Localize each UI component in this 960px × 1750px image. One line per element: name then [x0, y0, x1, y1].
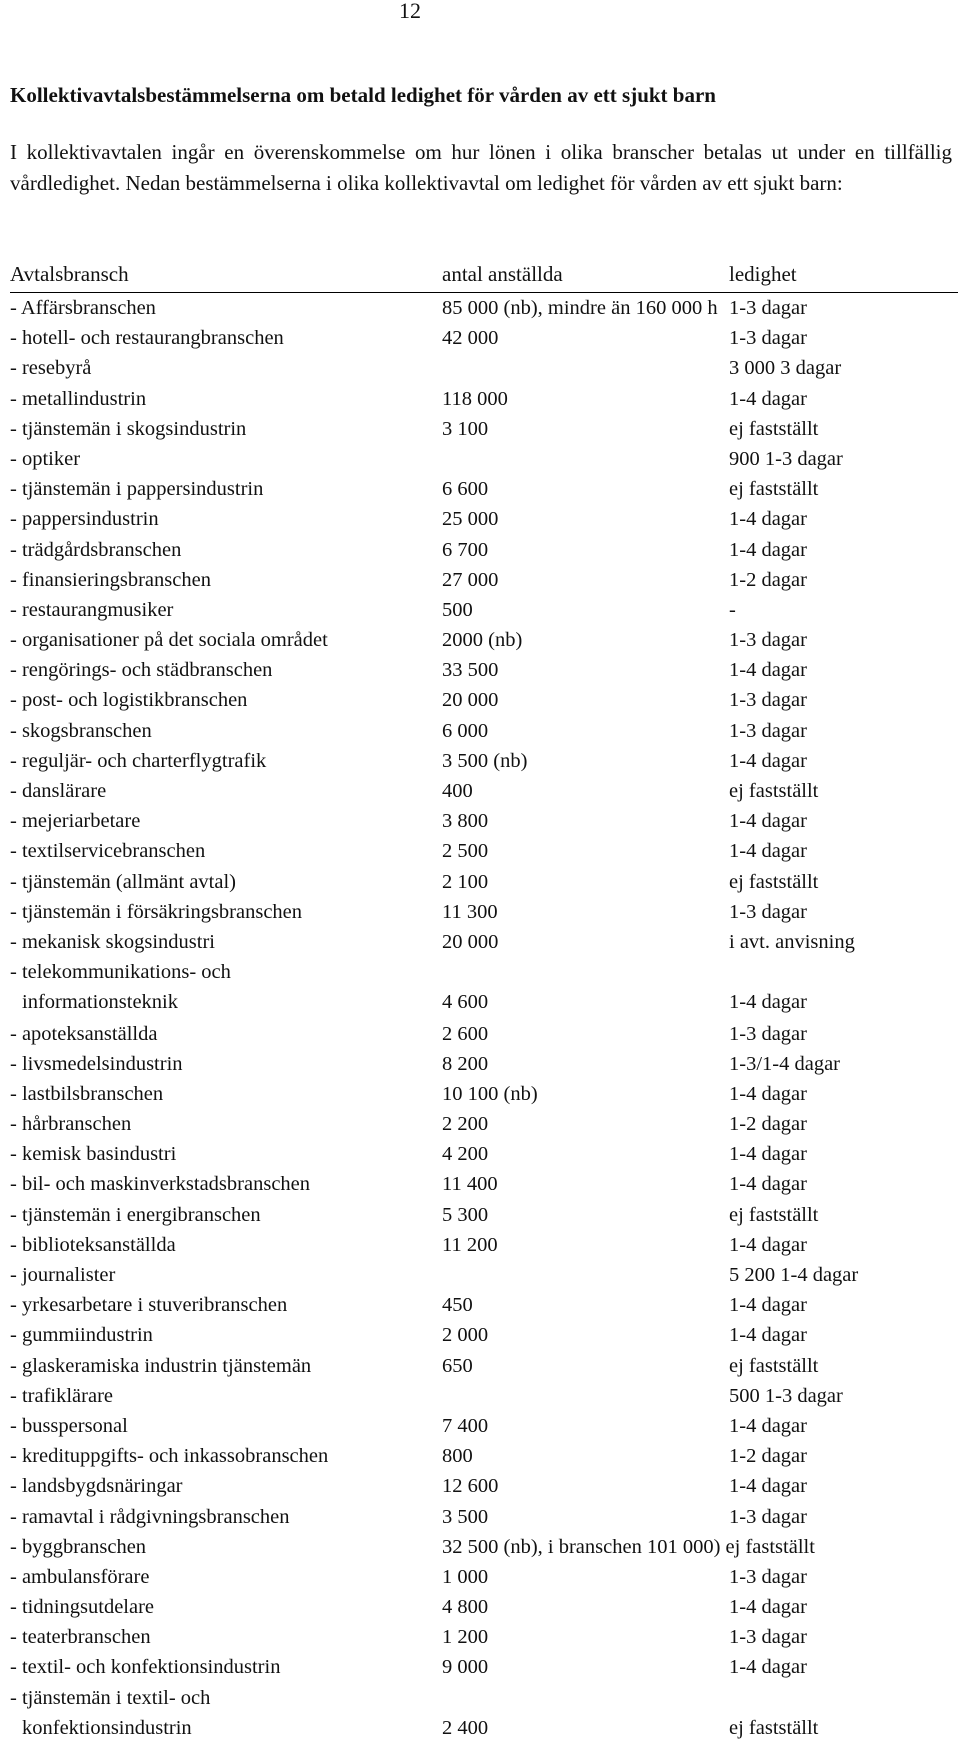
- leave-days: 1-3 dagar: [729, 719, 807, 742]
- leave-days: 1-4 dagar: [729, 840, 807, 863]
- sector-name: - Affärsbranschen: [10, 297, 156, 319]
- sector-name: - gummiindustrin: [10, 1324, 153, 1347]
- leave-days: 5 200 1-4 dagar: [729, 1264, 859, 1287]
- employee-count: 800: [442, 1445, 473, 1468]
- sector-name-line2: informationsteknik: [22, 991, 179, 1014]
- sector-name: - metallindustrin: [10, 387, 147, 410]
- table-row: [10, 293, 958, 323]
- sector-name: - skogsbranschen: [10, 719, 152, 742]
- sector-name: - byggbranschen: [10, 1535, 147, 1558]
- document-title: Kollektivavtalsbestämmelserna om betald ledighet för vården av ett sjukt barn: [10, 83, 716, 107]
- employee-count: 1 200: [442, 1626, 489, 1649]
- table-row: [10, 927, 958, 957]
- leave-days: 900 1-3 dagar: [729, 447, 843, 470]
- employee-count: 2 000: [442, 1324, 489, 1347]
- sector-name: - restaurangmusiker: [10, 598, 174, 621]
- leave-days: 1-2 dagar: [729, 1445, 807, 1468]
- table-row: [10, 836, 958, 866]
- employee-count: 3 500: [442, 1505, 489, 1528]
- table-row: [10, 353, 958, 383]
- employee-count: 3 500 (nb): [442, 749, 528, 772]
- table-row: [10, 444, 958, 474]
- sector-name-line1: - tjänstemän i textil- och: [10, 1686, 211, 1709]
- leave-days: 1-3 dagar: [729, 297, 807, 319]
- sector-name: - tjänstemän i energibranschen: [10, 1203, 261, 1226]
- employee-count: 2 200: [442, 1113, 489, 1136]
- leave-days: ej fastställt: [729, 417, 819, 440]
- intro-paragraph: I kollektivavtalen ingår en överenskommelse om hur lönen i olika branscher betalas ut under en tillfällig vårdledighet. Nedan bestämmelserna i olika kollektivavtal om ledighet för vården av ett sjukt barn:: [10, 140, 952, 195]
- leave-days: 1-3 dagar: [729, 629, 807, 652]
- header-employees: antal anställda: [442, 262, 563, 286]
- table-row: [10, 1441, 958, 1471]
- table-row: [10, 806, 958, 836]
- sector-name: - mejeriarbetare: [10, 810, 141, 833]
- leave-days: 1-3 dagar: [729, 1626, 807, 1649]
- employee-count: 2000 (nb): [442, 629, 523, 652]
- employee-count: 3 800: [442, 810, 489, 833]
- table-row: [10, 1019, 958, 1049]
- leave-days: 1-4 dagar: [729, 1656, 807, 1679]
- table-row: [10, 1230, 958, 1260]
- sector-name: - resebyrå: [10, 357, 92, 380]
- employee-count: 5 300: [442, 1203, 489, 1226]
- leave-days: 1-4 dagar: [729, 749, 807, 772]
- leave-days: ej fastställt: [729, 780, 819, 802]
- leave-days: i avt. anvisning: [729, 930, 855, 953]
- table-row: [10, 384, 958, 414]
- table-row: [10, 625, 958, 655]
- leave-days: 1-4 dagar: [729, 1143, 807, 1166]
- sector-name: [10, 1683, 440, 1743]
- employee-count: 2 400: [442, 1716, 489, 1739]
- employee-count: 11 400: [442, 1173, 498, 1196]
- sector-name: - ambulansförare: [10, 1565, 150, 1588]
- table-row: [10, 595, 958, 625]
- page-number: 12: [399, 0, 421, 23]
- employee-count: 4 800: [442, 1596, 489, 1619]
- employee-count: 8 200: [442, 1052, 489, 1075]
- leave-days: 1-4 dagar: [729, 508, 807, 531]
- table-row: [10, 1471, 958, 1501]
- leave-days: 1-4 dagar: [729, 538, 807, 561]
- leave-days: 1-3 dagar: [729, 1022, 807, 1045]
- sector-name: - bil- och maskinverkstadsbranschen: [10, 1173, 311, 1196]
- table-row: [10, 776, 958, 806]
- table-row: [10, 746, 958, 776]
- table-row: [10, 685, 958, 715]
- sector-name: - trafiklärare: [10, 1384, 113, 1407]
- header-leave: ledighet: [729, 262, 797, 286]
- table-row: [10, 565, 958, 595]
- table-row: [10, 1411, 958, 1441]
- leave-days: 1-4 dagar: [729, 1324, 807, 1347]
- table-row: [10, 1683, 958, 1744]
- sector-name: - landsbygdsnäringar: [10, 1475, 183, 1498]
- sector-name: - kredituppgifts- och inkassobranschen: [10, 1445, 329, 1468]
- leave-days: 1-2 dagar: [729, 1113, 807, 1136]
- table-row: [10, 1260, 958, 1290]
- leave-days: ej fastställt: [729, 870, 819, 893]
- leave-days: 1-4 dagar: [729, 1475, 807, 1498]
- table-row: [10, 1562, 958, 1592]
- table-row: [10, 897, 958, 927]
- table-header: [10, 260, 958, 293]
- employee-count: 42 000: [442, 327, 499, 350]
- sector-name: - tjänstemän i pappersindustrin: [10, 478, 264, 501]
- leave-days: 1-4 dagar: [729, 1082, 807, 1105]
- leave-days: -: [729, 598, 736, 621]
- leave-days: 1-4 dagar: [729, 659, 807, 682]
- table-row: [10, 323, 958, 353]
- employee-count: 118 000: [442, 387, 508, 410]
- sector-name: - busspersonal: [10, 1414, 128, 1437]
- employee-count: 400: [442, 780, 473, 802]
- table-row: [10, 716, 958, 746]
- sector-name-line1: - telekommunikations- och: [10, 961, 231, 984]
- table-row: [10, 414, 958, 444]
- employee-count: 7 400: [442, 1414, 489, 1437]
- sector-name: - apoteksanställda: [10, 1022, 158, 1045]
- sector-name: - livsmedelsindustrin: [10, 1052, 183, 1075]
- sector-name: - organisationer på det sociala området: [10, 629, 328, 652]
- employee-count: 20 000: [442, 689, 499, 712]
- sector-name: - trädgårdsbranschen: [10, 538, 182, 561]
- sector-name: - tidningsutdelare: [10, 1596, 155, 1619]
- table-row: [10, 957, 958, 1018]
- sector-name: - teaterbranschen: [10, 1626, 151, 1649]
- table-row: [10, 1200, 958, 1230]
- employee-count: 11 300: [442, 900, 498, 923]
- sector-name: - finansieringsbranschen: [10, 568, 211, 591]
- table-row: [10, 655, 958, 685]
- employee-count: 1 000: [442, 1565, 489, 1588]
- table-row: [10, 1109, 958, 1139]
- sector-name: - tjänstemän i skogsindustrin: [10, 417, 247, 440]
- sector-name-line2: konfektionsindustrin: [22, 1716, 192, 1739]
- leave-days: 1-4 dagar: [729, 810, 807, 833]
- employee-count: 20 000: [442, 930, 499, 953]
- sector-name: - danslärare: [10, 780, 107, 802]
- employee-count: 4 200: [442, 1143, 489, 1166]
- sector-name: - hotell- och restaurangbranschen: [10, 327, 284, 350]
- leave-days: 1-4 dagar: [729, 1294, 807, 1317]
- employee-count: 85 000 (nb), mindre än 160 000 h: [442, 297, 718, 319]
- sector-name: - ramavtal i rådgivningsbranschen: [10, 1505, 290, 1528]
- sector-name: - optiker: [10, 447, 81, 470]
- leave-days: 1-2 dagar: [729, 568, 807, 591]
- sector-name: - pappersindustrin: [10, 508, 159, 531]
- table-row: [10, 1652, 958, 1682]
- leave-days: 1-4 dagar: [729, 1596, 807, 1619]
- sector-name: - post- och logistikbranschen: [10, 689, 248, 712]
- leave-days: 3 000 3 dagar: [729, 357, 842, 380]
- table-row: [10, 504, 958, 534]
- leave-days: 500 1-3 dagar: [729, 1384, 843, 1407]
- sector-name: - biblioteksanställda: [10, 1233, 176, 1256]
- leave-days: 1-4 dagar: [729, 1173, 807, 1196]
- employee-count: 33 500: [442, 659, 499, 682]
- leave-days: ej fastställt: [729, 478, 819, 501]
- sector-name: [10, 957, 440, 1017]
- sector-name: - journalister: [10, 1264, 116, 1287]
- sector-name: - kemisk basindustri: [10, 1143, 177, 1166]
- sector-name: - textil- och konfektionsindustrin: [10, 1656, 281, 1679]
- sector-table: [10, 293, 958, 1744]
- employee-count: 500: [442, 598, 473, 621]
- employee-count: 450: [442, 1294, 473, 1317]
- leave-days: 1-4 dagar: [729, 991, 807, 1014]
- table-row: [10, 1290, 958, 1320]
- sector-name: - mekanisk skogsindustri: [10, 930, 215, 953]
- employee-count: 9 000: [442, 1656, 489, 1679]
- employee-count: 27 000: [442, 568, 499, 591]
- employee-count: 4 600: [442, 991, 489, 1014]
- sector-name: - glaskeramiska industrin tjänstemän: [10, 1354, 312, 1377]
- employee-count: 25 000: [442, 508, 499, 531]
- sector-name: - rengörings- och städbranschen: [10, 659, 273, 682]
- employee-count: 32 500 (nb), i branschen 101 000) ej fastställt: [442, 1535, 815, 1558]
- employee-count: 3 100: [442, 417, 489, 440]
- leave-days: 1-4 dagar: [729, 1233, 807, 1256]
- sector-name: - lastbilsbranschen: [10, 1082, 164, 1105]
- table-row: [10, 867, 958, 897]
- sector-name: - tjänstemän i försäkringsbranschen: [10, 900, 303, 923]
- table-row: [10, 1169, 958, 1199]
- employee-count: 2 100: [442, 870, 489, 893]
- leave-days: ej fastställt: [729, 1354, 819, 1377]
- leave-days: 1-4 dagar: [729, 1414, 807, 1437]
- leave-days: 1-3 dagar: [729, 900, 807, 923]
- employee-count: 11 200: [442, 1233, 498, 1256]
- employee-count: 10 100 (nb): [442, 1082, 538, 1105]
- table-row: [10, 1592, 958, 1622]
- employee-count: 2 600: [442, 1022, 489, 1045]
- employee-count: 6 000: [442, 719, 489, 742]
- leave-days: 1-3/1-4 dagar: [729, 1052, 840, 1075]
- table-row: [10, 1622, 958, 1652]
- table-row: [10, 1381, 958, 1411]
- leave-days: 1-3 dagar: [729, 1505, 807, 1528]
- sector-name: - hårbranschen: [10, 1113, 132, 1136]
- table-row: [10, 535, 958, 565]
- table-row: [10, 474, 958, 504]
- employee-count: 12 600: [442, 1475, 499, 1498]
- table-row: [10, 1139, 958, 1169]
- table-row: [10, 1079, 958, 1109]
- employee-count: 6 600: [442, 478, 489, 501]
- table-row: [10, 1532, 958, 1562]
- leave-days: 1-4 dagar: [729, 387, 807, 410]
- sector-name: - reguljär- och charterflygtrafik: [10, 749, 267, 772]
- table-row: [10, 1351, 958, 1381]
- header-agreement-sector: Avtalsbransch: [10, 262, 129, 286]
- sector-name: - textilservicebranschen: [10, 840, 206, 863]
- sector-name: - tjänstemän (allmänt avtal): [10, 870, 236, 893]
- employee-count: 650: [442, 1354, 473, 1377]
- table-row: [10, 1049, 958, 1079]
- employee-count: 2 500: [442, 840, 489, 863]
- table-row: [10, 1502, 958, 1532]
- leave-days: ej fastställt: [729, 1716, 819, 1739]
- leave-days: 1-3 dagar: [729, 327, 807, 350]
- leave-days: ej fastställt: [729, 1203, 819, 1226]
- table-row: [10, 1320, 958, 1350]
- leave-days: 1-3 dagar: [729, 689, 807, 712]
- sector-name: - yrkesarbetare i stuveribranschen: [10, 1294, 288, 1317]
- employee-count: 6 700: [442, 538, 489, 561]
- leave-days: 1-3 dagar: [729, 1565, 807, 1588]
